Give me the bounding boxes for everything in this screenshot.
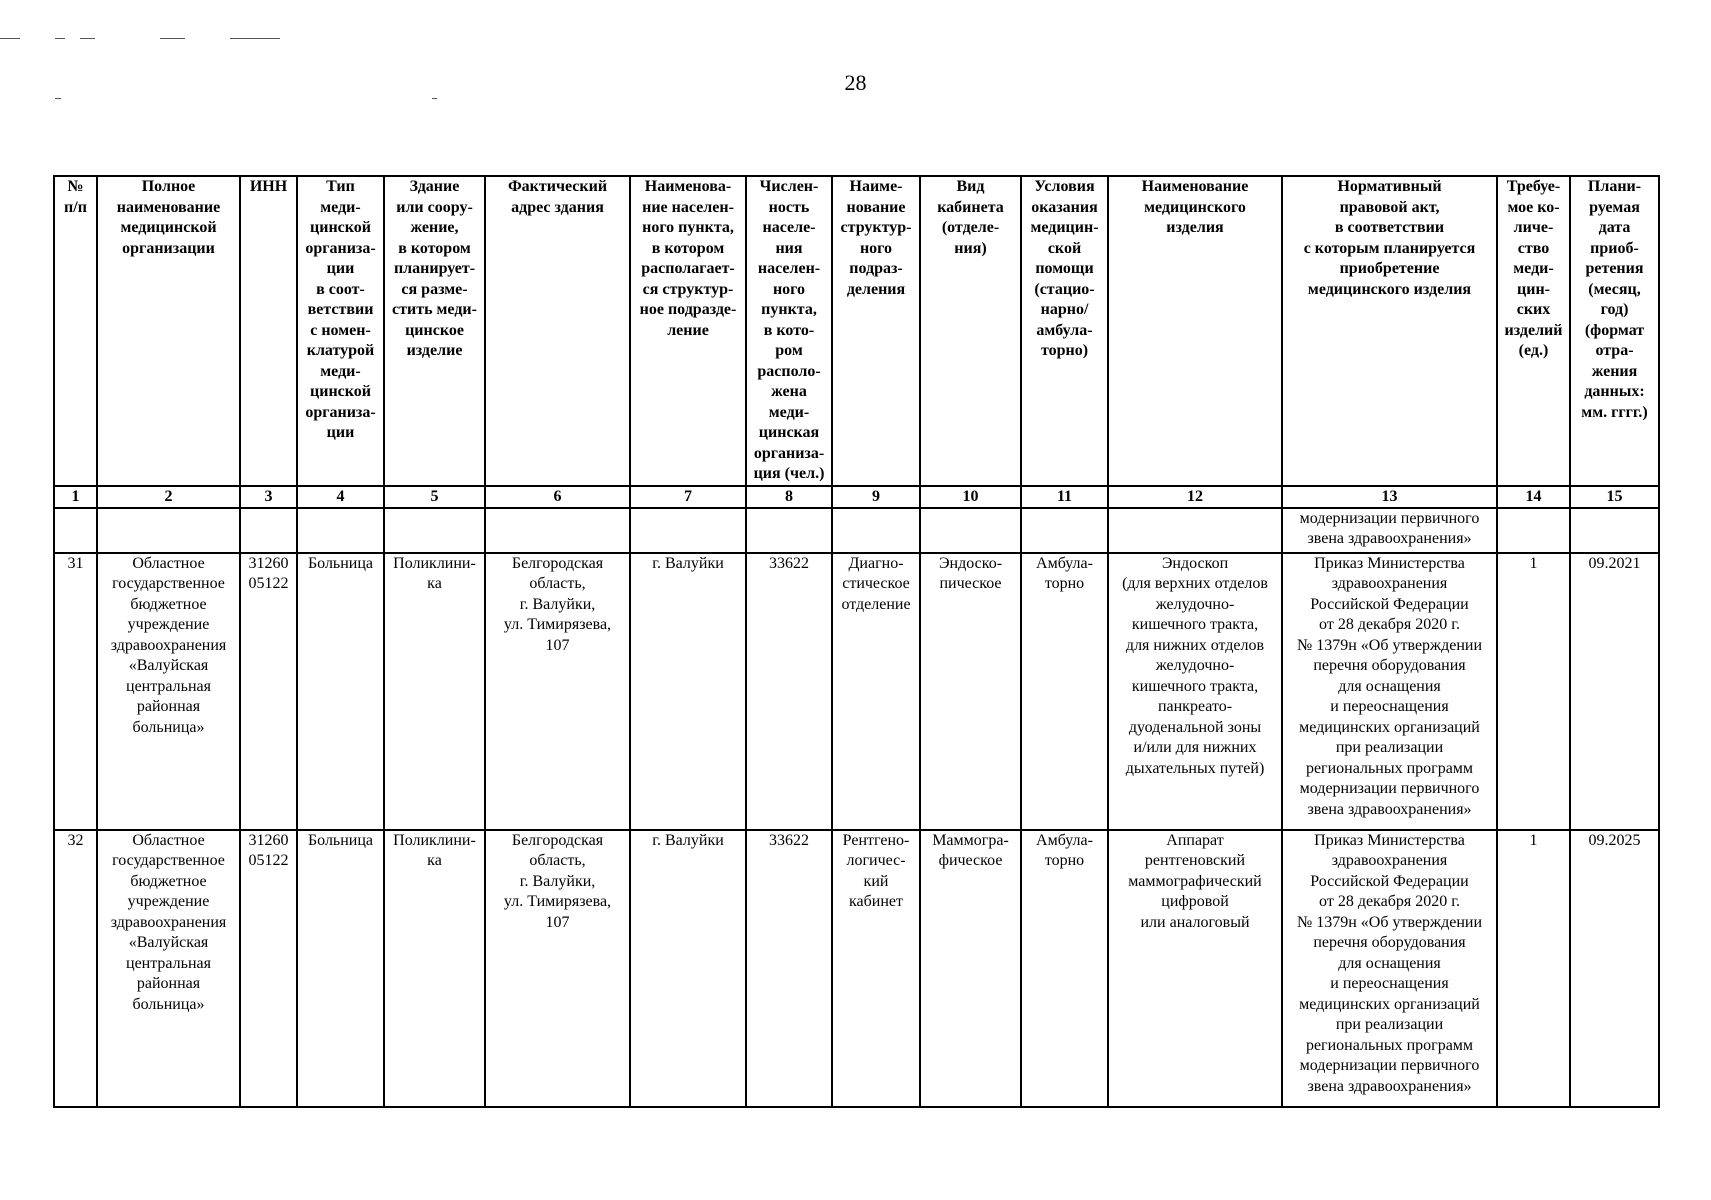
scan-artifact [432,98,437,99]
empty-cell [384,508,485,553]
empty-cell [920,508,1021,553]
column-number: 4 [297,486,384,508]
empty-cell [240,508,297,553]
column-number: 2 [97,486,240,508]
table-row [54,553,1659,830]
qty-cell: 1 [1497,553,1570,830]
continuation-row [54,508,1659,553]
header-cell-act: Нормативный правовой акт, в соответствии с которым планируется приобретение медицинского изделия [1282,176,1497,486]
header-cell-population: Числен- ность населе- ния населен- ного пункта, в кото- ром располо- жена меди- цинская организа- ция (чел.) [746,176,832,486]
unit-cell: Рентгено- логичес- кий кабинет [832,830,920,1107]
population-cell: 33622 [746,553,832,830]
org-name-cell: Областное государственное бюджетное учреждение здравоохранения «Валуйская центральная районная больница» [97,553,240,830]
cabinet-cell: Эндоско- пическое [920,553,1021,830]
header-cell-date: Плани- руемая дата приоб- ретения (месяц, год) (формат отра- жения данных: мм. гггг.) [1570,176,1659,486]
continuation-act-cell: модернизации первичного звена здравоохранения» [1282,508,1497,553]
org-name-cell: Областное государственное бюджетное учреждение здравоохранения «Валуйская центральная районная больница» [97,830,240,1107]
cabinet-cell: Маммогра- фическое [920,830,1021,1107]
row-number: 31 [54,553,97,830]
header-cell-building: Здание или соору- жение, в котором планирует- ся разме- стить меди- цинское изделие [384,176,485,486]
scan-artifact [80,38,95,39]
act-cell: Приказ Министерства здравоохранения Российской Федерации от 28 декабря 2020 г. № 1379н «Об утверждении перечня оборудования для оснащения и переоснащения медицинских организаций при реализации региональных программ модернизации первичного звена здравоохранения» [1282,830,1497,1107]
header-cell-conditions: Условия оказания медицин- ской помощи (стацио- нарно/ амбула- торно) [1021,176,1108,486]
date-cell: 09.2021 [1570,553,1659,830]
date-cell: 09.2025 [1570,830,1659,1107]
device-cell: Эндоскоп (для верхних отделов желудочно- кишечного тракта, для нижних отделов желудочно- кишечного тракта, панкреато- дуоденальной зоны и/или для нижних дыхательных путей) [1108,553,1282,830]
empty-cell [630,508,746,553]
header-cell-cabinet: Вид кабинета (отделе- ния) [920,176,1021,486]
scan-artifact [0,38,20,39]
org-type-cell: Больница [297,830,384,1107]
empty-cell [297,508,384,553]
inn-cell: 31260 05122 [240,553,297,830]
page-number: 28 [844,70,867,95]
device-cell: Аппарат рентгеновский маммографический цифровой или аналоговый [1108,830,1282,1107]
inn-cell: 31260 05122 [240,830,297,1107]
scan-artifact [230,38,280,39]
empty-cell [832,508,920,553]
header-cell-org: Полное наименование медицинской организации [97,176,240,486]
table-row [54,830,1659,1107]
unit-cell: Диагно- стическое отделение [832,553,920,830]
building-cell: Поликлини- ка [384,830,485,1107]
scan-artifact [55,38,65,39]
column-number: 3 [240,486,297,508]
population-cell: 33622 [746,830,832,1107]
address-cell: Белгородская область, г. Валуйки, ул. Тимирязева, 107 [485,830,630,1107]
locality-cell: г. Валуйки [630,553,746,830]
row-number: 32 [54,830,97,1107]
column-number: 6 [485,486,630,508]
conditions-cell: Амбула- торно [1021,830,1108,1107]
empty-cell [1570,508,1659,553]
header-cell-type: Тип меди- цинской организа- ции в соот- ветствии с номен- клатурой меди- цинской организа- ции [297,176,384,486]
scan-artifact [55,98,61,99]
column-number: 7 [630,486,746,508]
empty-cell [1497,508,1570,553]
column-number-row [54,486,1659,508]
header-cell-qty: Требуе- мое ко- личе- ство меди- цин- ских изделий (ед.) [1497,176,1570,486]
empty-cell [485,508,630,553]
column-number: 14 [1497,486,1570,508]
org-type-cell: Больница [297,553,384,830]
column-number: 10 [920,486,1021,508]
conditions-cell: Амбула- торно [1021,553,1108,830]
column-number: 13 [1282,486,1497,508]
column-number: 12 [1108,486,1282,508]
scan-artifact [160,38,185,39]
column-number: 9 [832,486,920,508]
header-cell-num: № п/п [54,176,97,486]
equipment-table [53,175,1660,1108]
column-number: 5 [384,486,485,508]
header-row [54,176,1659,486]
column-number: 15 [1570,486,1659,508]
building-cell: Поликлини- ка [384,553,485,830]
empty-cell [1108,508,1282,553]
column-number: 1 [54,486,97,508]
address-cell: Белгородская область, г. Валуйки, ул. Тимирязева, 107 [485,553,630,830]
empty-cell [97,508,240,553]
header-cell-unit: Наиме- нование структур- ного подраз- деления [832,176,920,486]
locality-cell: г. Валуйки [630,830,746,1107]
empty-cell [54,508,97,553]
header-cell-device: Наименование медицинского изделия [1108,176,1282,486]
qty-cell: 1 [1497,830,1570,1107]
act-cell: Приказ Министерства здравоохранения Российской Федерации от 28 декабря 2020 г. № 1379н «Об утверждении перечня оборудования для оснащения и переоснащения медицинских организаций при реализации региональных программ модернизации первичного звена здравоохранения» [1282,553,1497,830]
empty-cell [1021,508,1108,553]
header-cell-inn: ИНН [240,176,297,486]
column-number: 8 [746,486,832,508]
header-cell-locality: Наименова- ние населен- ного пункта, в котором располагает- ся структур- ное подразде- ление [630,176,746,486]
column-number: 11 [1021,486,1108,508]
empty-cell [746,508,832,553]
header-cell-address: Фактический адрес здания [485,176,630,486]
